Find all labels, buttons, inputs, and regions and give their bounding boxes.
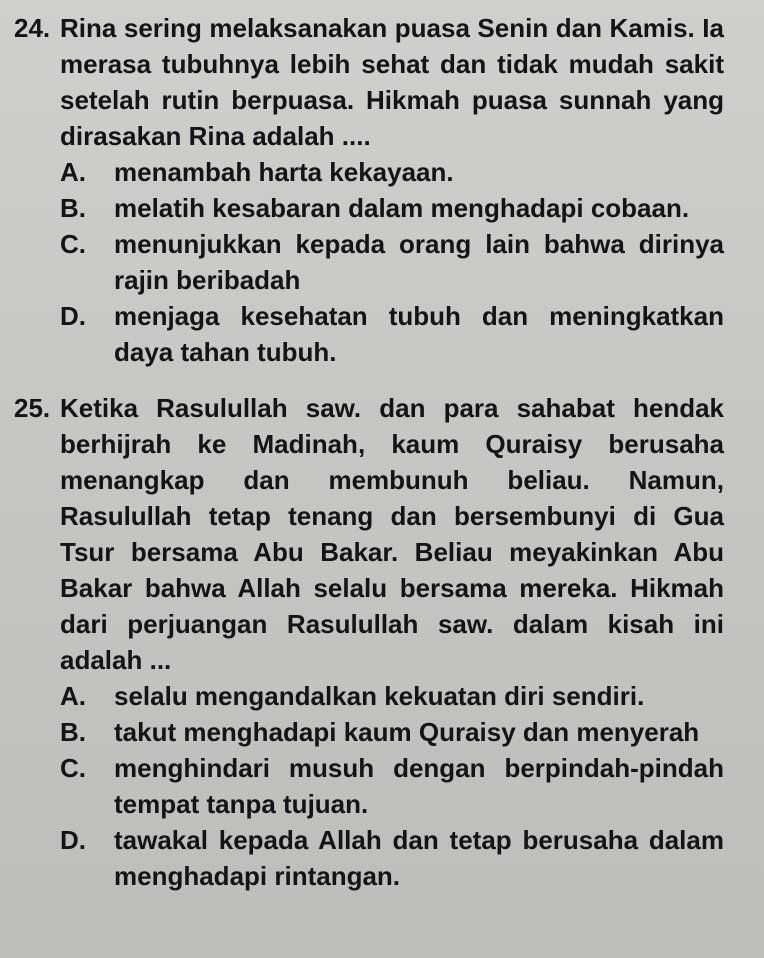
option-a[interactable] [60, 154, 724, 190]
option-letter: C. [60, 229, 86, 259]
option-d[interactable] [60, 822, 724, 894]
option-text: tawakal kepada Allah dan tetap berusaha dalam menghadapi rintangan. [114, 825, 724, 891]
option-c[interactable] [60, 750, 724, 822]
option-letter: A. [60, 157, 86, 187]
option-letter: D. [60, 301, 86, 331]
question-text: Rina sering melaksanakan puasa Senin dan Kamis. Ia merasa tubuhnya lebih sehat dan tidak mudah sakit setelah rutin berpuasa. Hikmah puasa sunnah yang dirasakan Rina adalah .... [60, 13, 724, 151]
question-number: 24. [14, 13, 51, 43]
question-number: 25. [14, 393, 51, 423]
option-text: takut menghadapi kaum Quraisy dan menyerah [114, 717, 700, 747]
option-letter: B. [60, 193, 86, 223]
question-text: Ketika Rasulullah saw. dan para sahabat hendak berhijrah ke Madinah, kaum Quraisy berusaha menangkap dan membunuh beliau. Namun, Rasulullah tetap tenang dan bersembunyi di Gua Tsur bersama Abu Bakar. Beliau meyakinkan Abu Bakar bahwa Allah selalu bersama mereka. Hikmah dari perjuangan Rasulullah saw. dalam kisah ini adalah ... [60, 393, 724, 675]
option-text: selalu mengandalkan kekuatan diri sendiri. [114, 681, 645, 711]
question-25 [14, 390, 724, 894]
option-text: menambah harta kekayaan. [114, 157, 454, 187]
answer-options [60, 154, 724, 370]
option-letter: B. [60, 717, 86, 747]
option-d[interactable] [60, 298, 724, 370]
option-letter: D. [60, 825, 86, 855]
option-letter: C. [60, 753, 86, 783]
option-b[interactable] [60, 190, 724, 226]
option-text: menghindari musuh dengan berpindah-pindah tempat tanpa tujuan. [114, 753, 724, 819]
answer-options [60, 678, 724, 894]
option-text: melatih kesabaran dalam menghadapi cobaan. [114, 193, 690, 223]
option-c[interactable] [60, 226, 724, 298]
option-text: menjaga kesehatan tubuh dan meningkatkan daya tahan tubuh. [114, 301, 724, 367]
option-letter: A. [60, 681, 86, 711]
option-b[interactable] [60, 714, 724, 750]
option-text: menunjukkan kepada orang lain bahwa dirinya rajin beribadah [114, 229, 724, 295]
question-24 [14, 10, 724, 370]
option-a[interactable] [60, 678, 724, 714]
